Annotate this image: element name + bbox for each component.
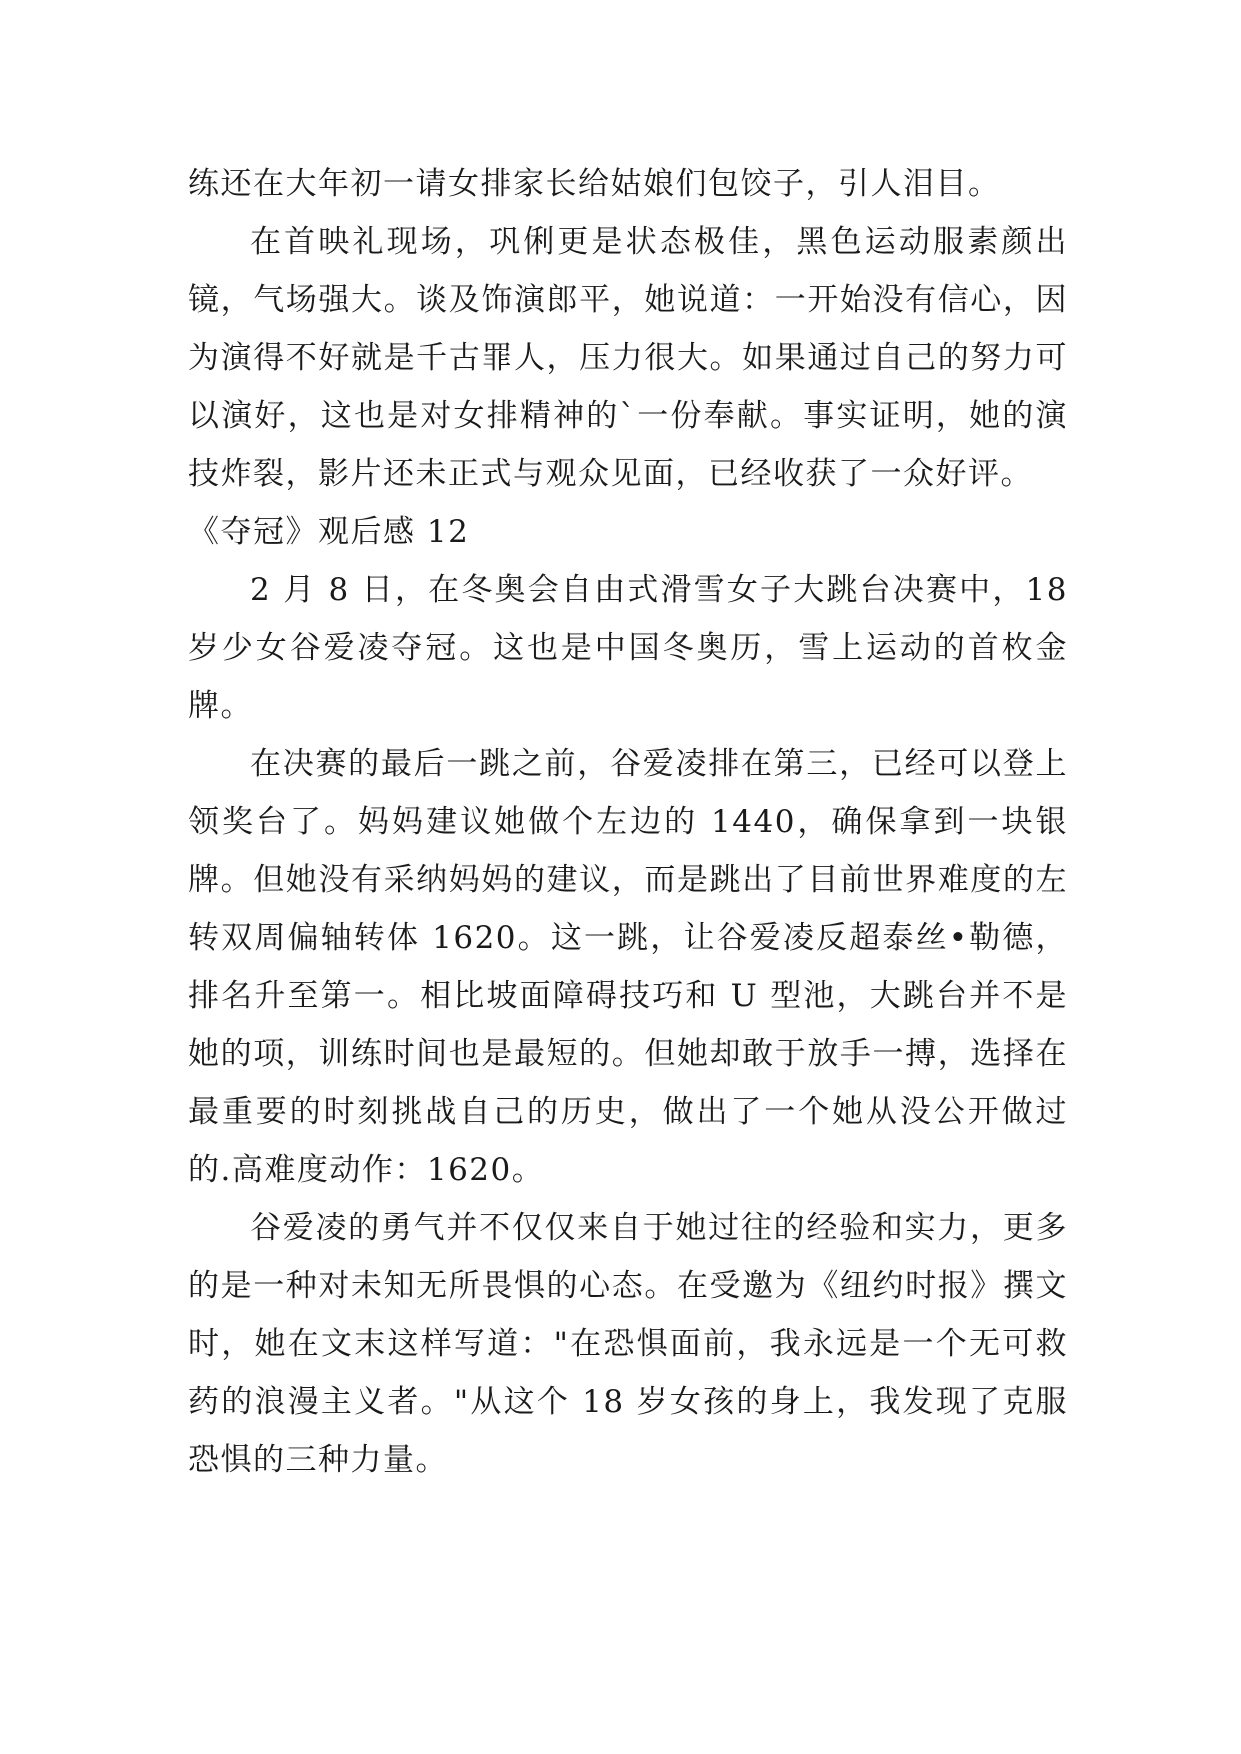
paragraph-premiere: 在首映礼现场，巩俐更是状态极佳，黑色运动服素颜出镜，气场强大。谈及饰演郎平，她说道：一开始没有信心，因为演得不好就是千古罪人，压力很大。如果通过自己的努力可以演好，这也是对女排精神的`一份奉献。事实证明，她的演技炸裂，影片还未正式与观众见面，已经收获了一众好评。 bbox=[188, 224, 1068, 492]
paragraph-gold-medal: 2 月 8 日，在冬奥会自由式滑雪女子大跳台决赛中，18 岁少女谷爱凌夺冠。这也是中国冬奥历，雪上运动的首枚金牌。 bbox=[188, 572, 1068, 724]
paragraph-continued: 练还在大年初一请女排家长给姑娘们包饺子，引人泪目。 bbox=[188, 166, 1001, 202]
paragraph-final-jump: 在决赛的最后一跳之前，谷爱凌排在第三，已经可以登上领奖台了。妈妈建议她做个左边的 1440，确保拿到一块银牌。但她没有采纳妈妈的建议，而是跳出了目前世界难度的左转双周偏轴转体 1620。这一跳，让谷爱凌反超泰丝•勒德，排名升至第一。相比坡面障碍技巧和 U 型池，大跳台并不是她的项，训练时间也是最短的。但她却敢于放手一搏，选择在最重要的时刻挑战自己的历史，做出了一个她从没公开做过的.高难度动作：1620。 bbox=[188, 746, 1068, 1188]
section-heading: 《夺冠》观后感 12 bbox=[188, 514, 470, 550]
paragraph-courage: 谷爱凌的勇气并不仅仅来自于她过往的经验和实力，更多的是一种对未知无所畏惧的心态。在受邀为《纽约时报》撰文时，她在文末这样写道："在恐惧面前，我永远是一个无可救药的浪漫主义者。"从这个 18 岁女孩的身上，我发现了克服恐惧的三种力量。 bbox=[188, 1210, 1068, 1478]
article-body bbox=[188, 155, 1068, 1489]
